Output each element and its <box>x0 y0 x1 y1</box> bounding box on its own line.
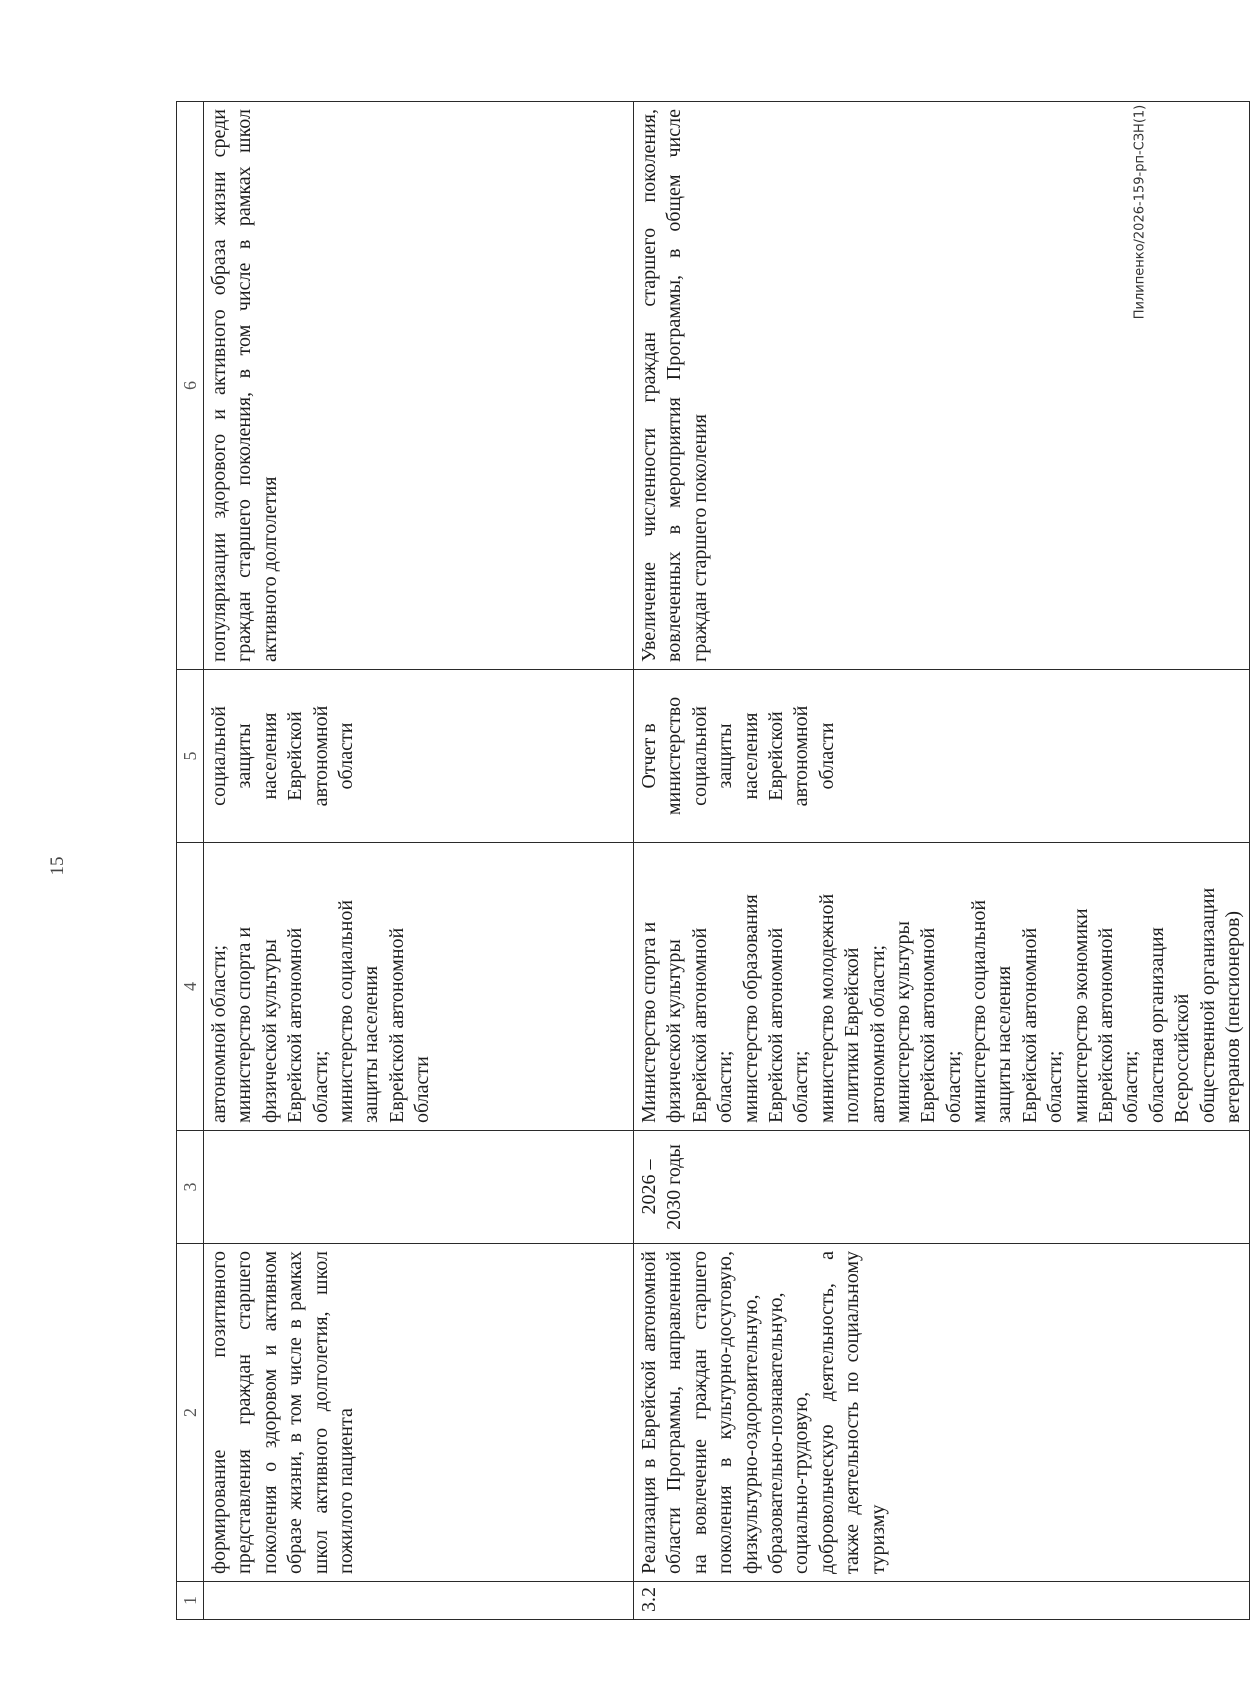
activity-cell: Реализация в Еврейской автономной области Программы, направленной на вовлечение граждан старшего поколения в культурно-досуговую, физкультурно-оздоровительную, образовательно-познавательную, социально-трудовую, добровольческую деятельность, а также деятельность по социальному туризму <box>634 1244 1250 1582</box>
header-cell-2: 2 <box>177 1244 204 1582</box>
report-line: автономной <box>309 705 332 807</box>
report-line: защиты <box>233 723 256 789</box>
activity-cell: формирование позитивного представления граждан старшего поколения о здоровом и активном образе жизни, в том числе в рамках школ активного долголетия, школ пожилого пациента <box>204 1244 634 1582</box>
executor-line: автономной области; <box>866 944 889 1123</box>
executor-line: Еврейской автономной <box>385 927 408 1123</box>
executor-line: защиты населения <box>360 965 383 1123</box>
executor-line: области; <box>790 1050 813 1123</box>
header-cell-3: 3 <box>177 1131 204 1244</box>
executor-line: политики Еврейской <box>841 947 864 1123</box>
report-line: социальной <box>208 706 230 806</box>
executor-line: области; <box>1120 1050 1143 1123</box>
table-header-row <box>177 102 204 1620</box>
executor-line: области; <box>1044 1050 1067 1123</box>
table-row <box>634 102 1250 1620</box>
executor-line: министерство спорта и <box>233 926 256 1123</box>
executor-line: Еврейской автономной <box>764 927 787 1123</box>
executor-line: областная организация <box>1145 927 1168 1123</box>
executor-line: министерство экономики <box>1069 908 1092 1123</box>
report-line: области <box>334 722 357 790</box>
executor-line: области; <box>309 1050 332 1123</box>
period-cell <box>204 1131 634 1244</box>
report-cell <box>634 670 1250 843</box>
executor-line: Всероссийской <box>1171 993 1194 1123</box>
executors-cell <box>634 843 1250 1131</box>
report-line: Отчет в <box>638 723 660 789</box>
plan-table <box>176 101 1250 1620</box>
report-line: населения <box>258 712 281 800</box>
executor-line: защиты населения <box>993 965 1016 1123</box>
header-cell-5: 5 <box>177 670 204 843</box>
footer-document-code: Пилипенко/2026-159-рп-СЗН(1) <box>1132 104 1148 320</box>
page-number: 15 <box>47 856 68 876</box>
executor-line: области; <box>942 1050 965 1123</box>
executor-line: министерство образования <box>739 894 762 1123</box>
executor-line: области <box>411 1056 434 1123</box>
executor-line: министерство молодежной <box>815 893 838 1123</box>
report-line: министерство <box>663 696 686 816</box>
executor-line: физической культуры <box>663 939 686 1123</box>
executor-line: Министерство спорта и <box>638 921 660 1123</box>
executor-line: министерство культуры <box>891 921 914 1123</box>
report-line: социальной <box>688 706 711 806</box>
table-row <box>204 102 634 1620</box>
executor-line: общественной организации <box>1196 887 1219 1123</box>
header-cell-1: 1 <box>177 1582 204 1620</box>
executor-line: министерство социальной <box>334 899 357 1123</box>
row-number-cell <box>204 1582 634 1620</box>
executor-line: Еврейской автономной <box>1018 927 1041 1123</box>
executor-line: Еврейской автономной <box>688 927 711 1123</box>
executor-line: автономной области; <box>208 944 230 1123</box>
executor-line: физической культуры <box>258 939 281 1123</box>
report-line: Еврейской <box>284 711 307 801</box>
report-line: Еврейской <box>764 711 787 801</box>
executor-line: ветеранов (пенсионеров) <box>1221 910 1244 1123</box>
executor-line: министерство социальной <box>968 899 991 1123</box>
executor-line: Еврейской автономной <box>284 927 307 1123</box>
executors-cell <box>204 843 634 1131</box>
header-cell-4: 4 <box>177 843 204 1131</box>
report-line: области <box>815 722 838 790</box>
report-line: населения <box>739 712 762 800</box>
period-cell: 2026 – 2030 годы <box>634 1131 1250 1244</box>
result-cell: популяризации здорового и активного образа жизни среди граждан старшего поколения, в том числе в рамках школ активного долголетия <box>204 102 634 670</box>
report-line: защиты <box>714 723 737 789</box>
report-line: автономной <box>790 705 813 807</box>
report-cell <box>204 670 634 843</box>
result-cell: Увеличение численности граждан старшего поколения, вовлеченных в мероприятия Программы, в общем числе граждан старшего поколения <box>634 102 1250 670</box>
row-number-cell: 3.2 <box>634 1582 1250 1620</box>
executor-line: области; <box>714 1050 737 1123</box>
header-cell-6: 6 <box>177 102 204 670</box>
executor-line: Еврейской автономной <box>917 927 940 1123</box>
executor-line: Еврейской автономной <box>1095 927 1118 1123</box>
